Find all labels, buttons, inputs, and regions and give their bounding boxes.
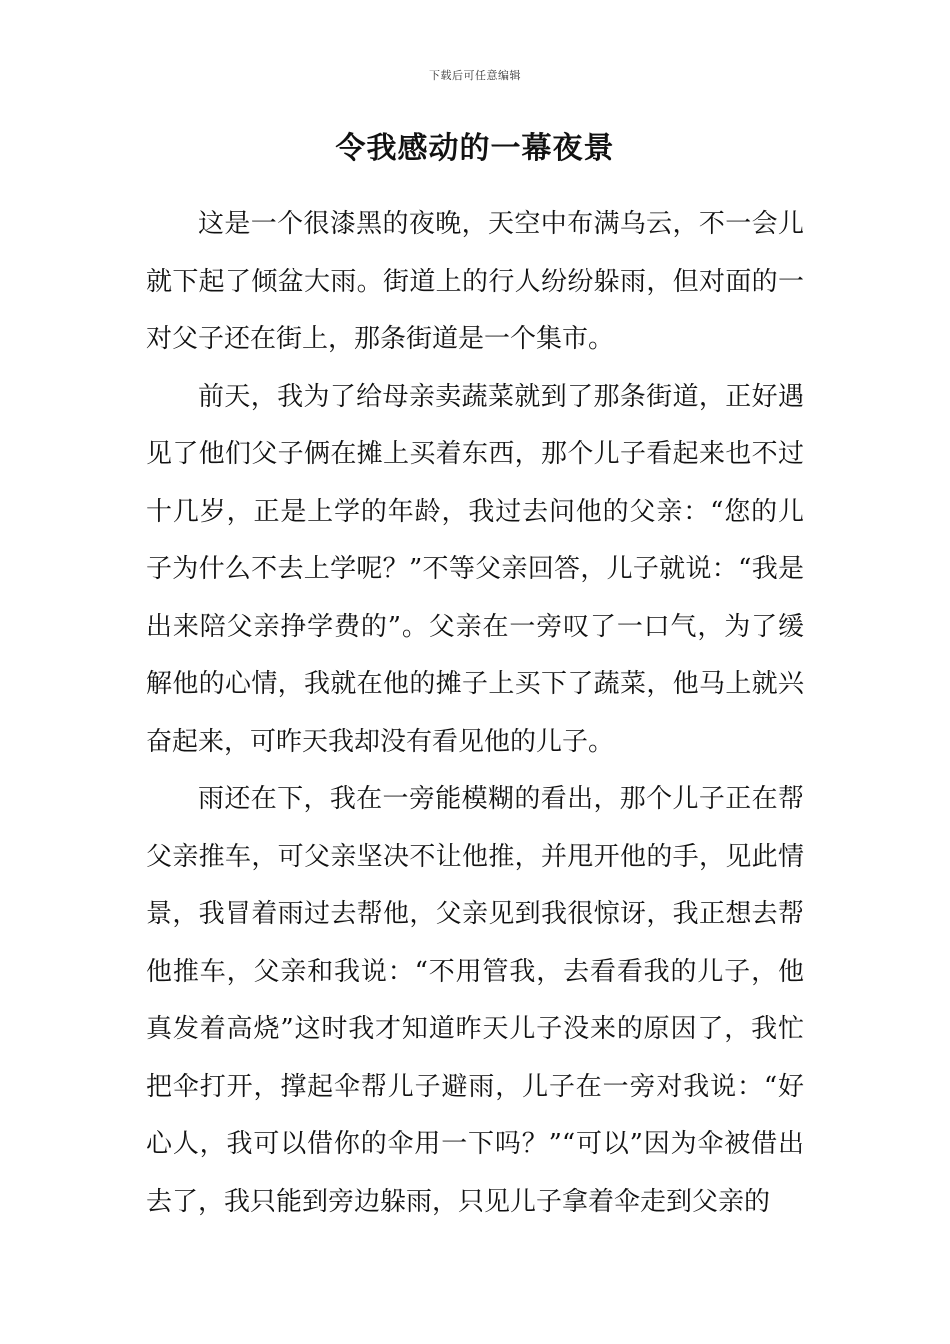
header-note: 下载后可任意编辑 xyxy=(429,69,521,82)
document-body xyxy=(146,196,804,1231)
paragraph-3: 雨还在下，我在一旁能模糊的看出，那个儿子正在帮父亲推车，可父亲坚决不让他推，并甩开他的手，见此情景，我冒着雨过去帮他，父亲见到我很惊讶，我正想去帮他推车，父亲和我说：“不用管我，去看看我的儿子，他真发着高烧”这时我才知道昨天儿子没来的原因了，我忙把伞打开，撑起伞帮儿子避雨，儿子在一旁对我说：“好心人，我可以借你的伞用一下吗？”“可以”因为伞被借出去了，我只能到旁边躲雨，只见儿子拿着伞走到父亲的 xyxy=(146,784,804,1217)
paragraph-1: 这是一个很漆黑的夜晚，天空中布满乌云，不一会儿就下起了倾盆大雨。街道上的行人纷纷躲雨，但对面的一对父子还在街上，那条街道是一个集市。 xyxy=(146,209,804,354)
document-title: 令我感动的一幕夜景 xyxy=(335,131,615,166)
paragraph-2: 前天，我为了给母亲卖蔬菜就到了那条街道，正好遇见了他们父子俩在摊上买着东西，那个儿子看起来也不过十几岁，正是上学的年龄，我过去问他的父亲：“您的儿子为什么不去上学呢？”不等父亲回答，儿子就说：“我是出来陪父亲挣学费的”。父亲在一旁叹了一口气，为了缓解他的心情，我就在他的摊子上买下了蔬菜，他马上就兴奋起来，可昨天我却没有看见他的儿子。 xyxy=(146,381,804,757)
